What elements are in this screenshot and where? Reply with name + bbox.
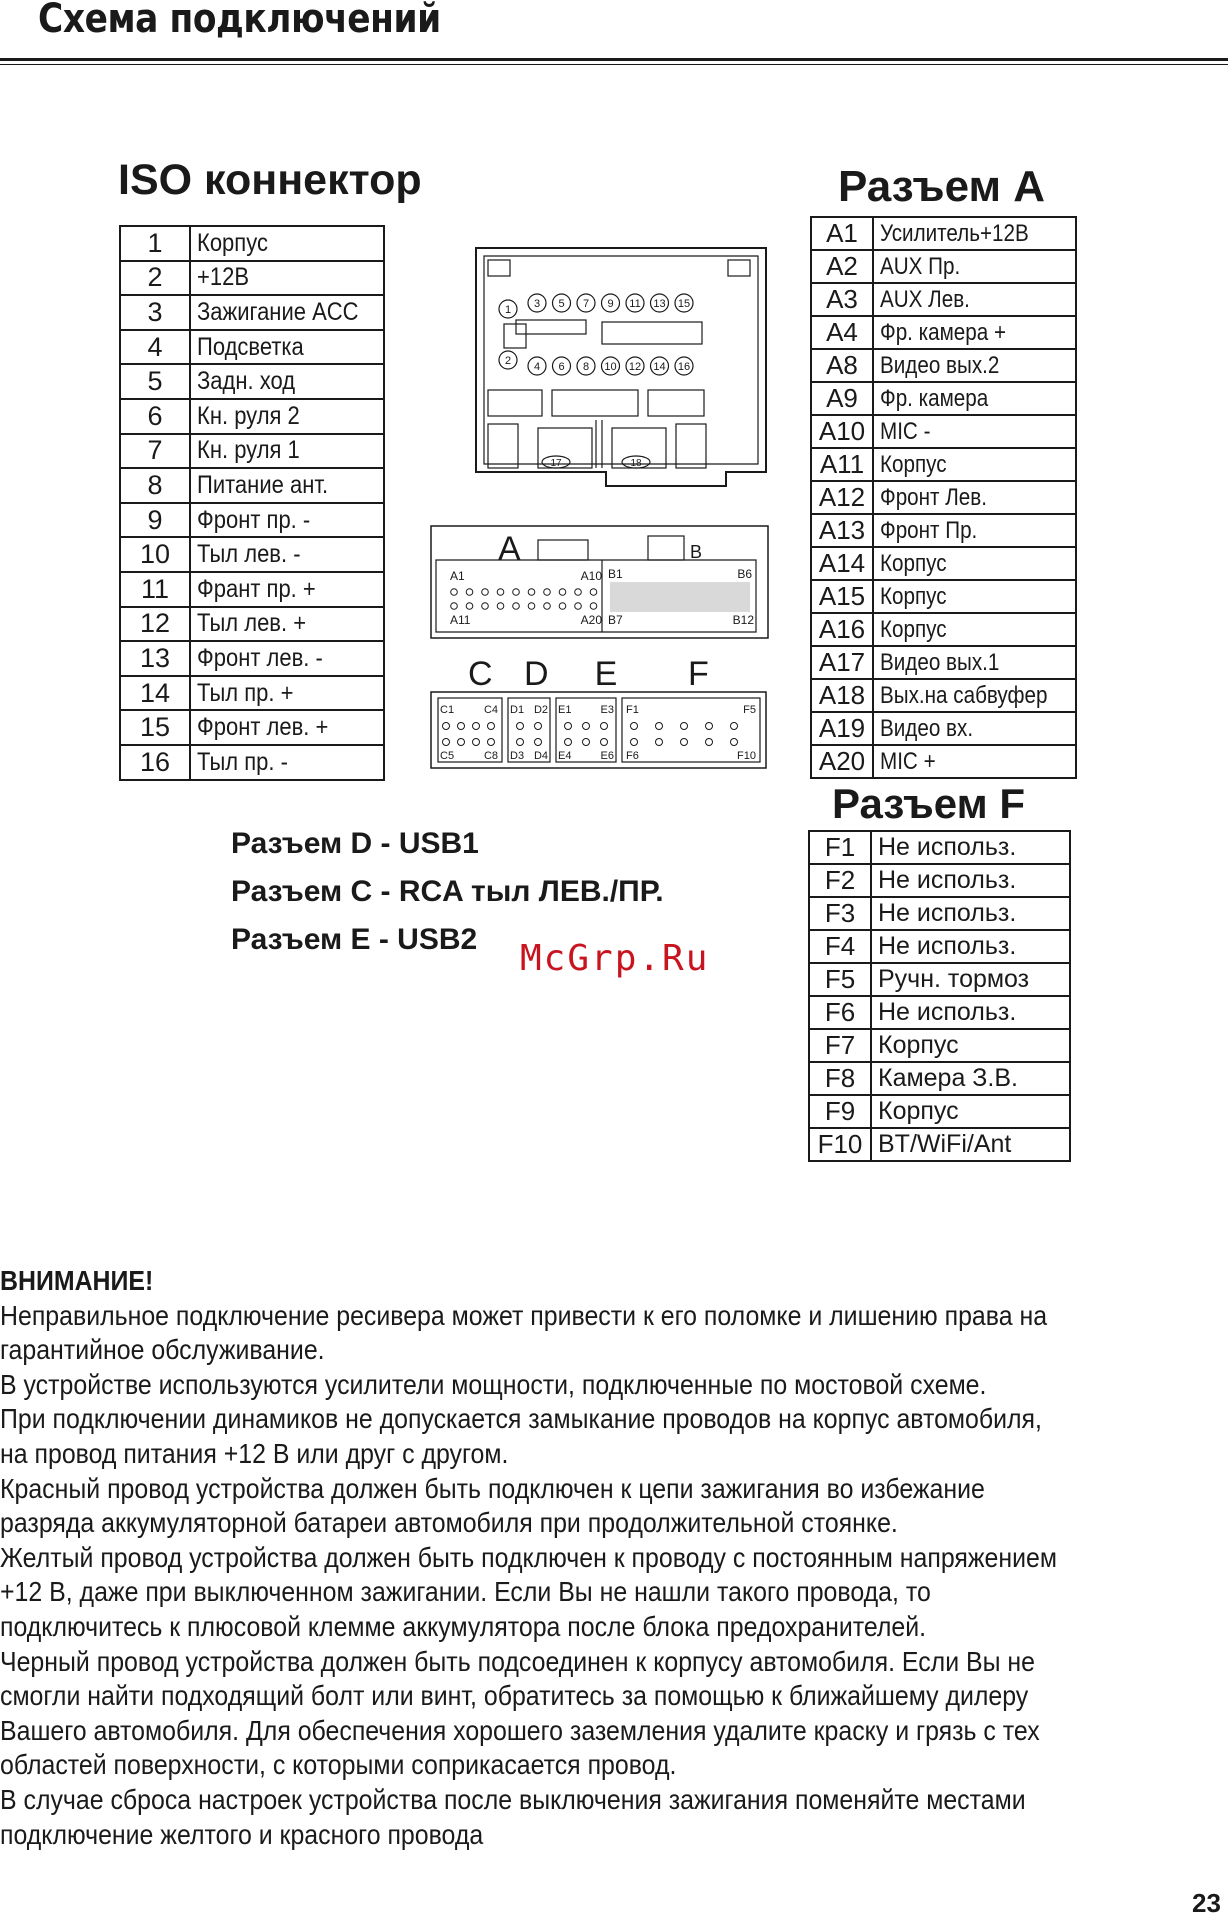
c-pin-dot	[458, 723, 465, 730]
iso-pin-label: Питание ант.	[197, 470, 329, 499]
pin-c8-label: C8	[483, 750, 498, 762]
connector-f-row	[809, 1029, 1070, 1062]
a-pin-dot	[466, 589, 473, 596]
d-pin-dot	[535, 723, 542, 730]
pin-f6-label: F6	[626, 750, 639, 762]
iso-row	[120, 503, 384, 538]
c-pin-dot	[443, 739, 450, 746]
iso-pin-number: 3	[120, 295, 190, 330]
connector-f-row	[809, 864, 1070, 897]
warning-notes	[0, 1264, 1228, 1852]
pin-e4-label: E4	[558, 750, 572, 762]
iso-row	[120, 468, 384, 503]
connector-a-pin-number: A9	[811, 382, 873, 415]
f-pin-dot	[731, 739, 738, 746]
warning-line: В устройстве используются усилители мощности, подключенные по мостовой схеме.	[0, 1368, 987, 1400]
iso-row	[120, 641, 384, 676]
pin-c5-label: C5	[440, 750, 455, 762]
iso-pin-label: Корпус	[197, 228, 268, 257]
pin-c1-label: C1	[440, 704, 455, 716]
connector-a-pin-number: A12	[811, 481, 873, 514]
warning-line: Черный провод устройства должен быть подсоединен к корпусу автомобиля. Если Вы не	[0, 1645, 1036, 1677]
iso-pin-number: 3	[533, 298, 541, 310]
warning-text	[0, 1299, 1228, 1853]
iso-row	[120, 364, 384, 399]
connector-a-pin-number: A8	[811, 349, 873, 382]
iso-pin-number: 14	[120, 676, 190, 711]
connector-a-row	[811, 250, 1076, 283]
iso-pin-label: Кн. руля 2	[197, 401, 300, 430]
pin-a1-label: A1	[450, 569, 465, 583]
warning-line: разряда аккумуляторной батареи автомобиля при продолжительной стоянке.	[0, 1507, 898, 1539]
connector-f-pin-number: F5	[809, 963, 871, 996]
connector-a-row	[811, 514, 1076, 547]
connector-a-pin-number: A13	[811, 514, 873, 547]
iso-pin-number: 16	[677, 361, 691, 373]
iso-extra-pin-number: 18	[630, 458, 642, 469]
connector-a-row	[811, 382, 1076, 415]
connector-a-pin-label: Корпус	[880, 549, 947, 577]
title-rule-thin	[0, 64, 1228, 65]
iso-pin-number: 2	[504, 355, 512, 367]
e-pin-dot	[583, 739, 590, 746]
iso-pin-label: Тыл пр. +	[197, 678, 294, 707]
iso-pin-label: Тыл лев. -	[197, 540, 301, 569]
iso-pin-table	[119, 225, 385, 781]
connector-f-pin-label: Не использ.	[878, 932, 1017, 960]
f-pin-dot	[706, 723, 713, 730]
connector-f-heading: Разъем F	[832, 780, 1025, 827]
connector-a-pin-number: A19	[811, 712, 873, 745]
warning-line: Неправильное подключение ресивера может привести к его поломке и лишению права на	[0, 1299, 1048, 1331]
connector-f-pin-number: F4	[809, 930, 871, 963]
pin-e3-label: E3	[600, 704, 614, 716]
pin-b1-label: B1	[608, 567, 623, 581]
a-pin-dot	[451, 589, 458, 596]
iso-pin-number: 16	[120, 745, 190, 780]
page-title: Схема подключений	[38, 0, 441, 42]
iso-pin-label: Фронт лев. -	[197, 643, 323, 672]
pin-d1-label: D1	[510, 704, 525, 716]
iso-pin-number: 1	[120, 226, 190, 261]
connector-a-pin-number: A17	[811, 646, 873, 679]
e-pin-dot	[565, 739, 572, 746]
connector-a-row	[811, 316, 1076, 349]
iso-connector-drawing	[476, 248, 766, 486]
connector-a-row	[811, 448, 1076, 481]
iso-row	[120, 745, 384, 780]
page-number: 23	[1192, 1888, 1221, 1918]
iso-pin-number: 12	[120, 607, 190, 642]
warning-line: +12 В, даже при выключенном зажигании. Если Вы не нашли такого провода, то	[0, 1576, 931, 1608]
connector-f-row	[809, 996, 1070, 1029]
warning-line: В случае сброса настроек устройства после выключения зажигания поменяйте местами	[0, 1783, 1026, 1815]
a-pin-dot	[497, 603, 504, 610]
iso-row	[120, 676, 384, 711]
pin-b6-label: B6	[737, 567, 752, 581]
warning-line: областей поверхности, с которыми соприкасается провод.	[0, 1749, 677, 1781]
f-pin-dot	[656, 739, 663, 746]
pin-a11-label: A11	[450, 613, 471, 627]
iso-extra-pin-number: 17	[550, 458, 562, 469]
warning-line: Вашего автомобиля. Для обеспечения хорошего заземления удалите краску и грязь с тех	[0, 1714, 1040, 1746]
iso-pin-label: Фронт пр. -	[197, 505, 311, 534]
iso-pin-number: 4	[120, 330, 190, 365]
connector-a-pin-label: Видео вых.2	[880, 351, 1000, 379]
connector-f-pin-label: Не использ.	[878, 899, 1017, 927]
warning-line: Красный провод устройства должен быть подключен к цепи зажигания во избежание	[0, 1472, 985, 1504]
connector-a-pin-label: MIC +	[880, 747, 936, 775]
connector-a-pin-label: Видео вх.	[880, 714, 974, 742]
connector-a-pin-number: A11	[811, 448, 873, 481]
connector-f-row	[809, 930, 1070, 963]
iso-pin-number: 7	[582, 298, 590, 310]
iso-heading: ISO коннектор	[118, 156, 422, 204]
iso-pin-number: 5	[120, 364, 190, 399]
pin-d2-label: D2	[533, 704, 548, 716]
connector-a-pin-label: Фронт Лев.	[880, 483, 987, 511]
connector-f-pin-number: F8	[809, 1062, 871, 1095]
ab-pin-dots	[451, 589, 597, 610]
iso-row	[120, 537, 384, 572]
connector-f-row	[809, 1128, 1070, 1161]
connector-f-row	[809, 1095, 1070, 1128]
connector-f-pin-number: F2	[809, 864, 871, 897]
pin-e1-label: E1	[558, 704, 572, 716]
iso-pin-label: Фронт лев. +	[197, 713, 329, 742]
connector-f-pin-number: F3	[809, 897, 871, 930]
a-pin-dot	[528, 603, 535, 610]
title-rule	[0, 58, 1228, 61]
connector-a-pin-label: MIC -	[880, 417, 931, 445]
connector-c-note: Разъем C - RCA тыл ЛЕВ./ПР.	[231, 875, 664, 908]
iso-pin-number: 6	[120, 399, 190, 434]
iso-pin-label: Тыл пр. -	[197, 747, 288, 776]
f-pin-dot	[631, 739, 638, 746]
d-pin-dot	[517, 723, 524, 730]
e-pin-dot	[565, 723, 572, 730]
connector-a-row	[811, 547, 1076, 580]
a-pin-dot	[466, 603, 473, 610]
iso-pin-number: 15	[677, 298, 691, 310]
f-pin-dot	[656, 723, 663, 730]
c-pin-dot	[488, 739, 495, 746]
pin-d4-label: D4	[533, 750, 548, 762]
iso-pin-label: Кн. руля 1	[197, 436, 300, 465]
connector-a-row	[811, 481, 1076, 514]
iso-pin-number: 11	[120, 572, 190, 607]
iso-row	[120, 710, 384, 745]
block-b-letter: B	[690, 542, 703, 562]
d-pin-dot	[517, 739, 524, 746]
pin-d3-label: D3	[510, 750, 525, 762]
a-pin-dot	[559, 603, 566, 610]
block-c-letter: C	[468, 655, 493, 693]
iso-pin-number: 11	[629, 298, 641, 310]
iso-row	[120, 295, 384, 330]
iso-row	[120, 330, 384, 365]
a-pin-dot	[482, 589, 489, 596]
iso-pin-number: 2	[120, 261, 190, 296]
c-pin-dot	[473, 723, 480, 730]
connector-f-pin-number: F1	[809, 831, 871, 864]
iso-pin-label: Тыл лев. +	[197, 609, 307, 638]
pin-a10-label: A10	[580, 569, 602, 583]
block-e-letter: E	[594, 655, 618, 693]
connector-f-pin-label: Корпус	[878, 1031, 959, 1059]
a-pin-dot	[513, 603, 520, 610]
connector-a-pin-label: AUX Пр.	[880, 252, 961, 280]
iso-row	[120, 572, 384, 607]
connector-f-pin-label: Не использ.	[878, 833, 1017, 861]
a-pin-dot	[575, 603, 582, 610]
iso-pin-number: 6	[558, 361, 565, 373]
connector-f-pin-table	[808, 830, 1071, 1162]
connector-a-pin-number: A1	[811, 217, 873, 250]
iso-pin-label: Подсветка	[197, 332, 304, 361]
connector-a-pin-number: A4	[811, 316, 873, 349]
iso-pin-number: 9	[607, 298, 614, 310]
connector-a-heading: Разъем A	[838, 162, 1046, 211]
connector-f-row	[809, 1062, 1070, 1095]
connector-e-note: Разъем E - USB2	[231, 923, 478, 956]
connector-a-pin-label: Корпус	[880, 582, 947, 610]
iso-pin-number: 10	[120, 537, 190, 572]
a-pin-dot	[482, 603, 489, 610]
connector-f-row	[809, 963, 1070, 996]
pin-e6-label: E6	[600, 750, 614, 762]
iso-pin-number: 8	[582, 361, 590, 373]
pin-f10-label: F10	[737, 750, 756, 762]
c-pin-dot	[443, 723, 450, 730]
connector-f-pin-label: Корпус	[878, 1097, 959, 1125]
iso-pin-label: +12В	[197, 263, 250, 292]
e-pin-dot	[583, 723, 590, 730]
connector-f-pin-label: Не использ.	[878, 998, 1017, 1026]
connector-a-pin-label: AUX Лев.	[880, 285, 970, 313]
connector-a-row	[811, 415, 1076, 448]
iso-pin-label: Зажигание ACC	[197, 297, 359, 326]
warning-line: подключение желтого и красного провода	[0, 1818, 484, 1850]
a-pin-dot	[590, 589, 597, 596]
a-pin-dot	[575, 589, 582, 596]
connector-a-pin-number: A18	[811, 679, 873, 712]
pin-f1-label: F1	[626, 704, 639, 716]
connector-f-pin-label: Ручн. тормоз	[878, 965, 1030, 993]
connector-a-row	[811, 712, 1076, 745]
connector-a-pin-label: Корпус	[880, 615, 947, 643]
c-pin-dot	[458, 739, 465, 746]
connector-f-pin-label: BT/WiFi/Ant	[878, 1130, 1012, 1158]
iso-pin-number: 8	[120, 468, 190, 503]
f-pin-dot	[731, 723, 738, 730]
connector-f-pin-number: F9	[809, 1095, 871, 1128]
iso-row	[120, 226, 384, 261]
d-pin-dot	[535, 739, 542, 746]
f-pin-dot	[681, 739, 688, 746]
iso-pin-number: 1	[504, 304, 512, 316]
pin-b12-label: B12	[732, 613, 754, 627]
watermark: McGrp.Ru	[520, 938, 710, 979]
a-pin-dot	[513, 589, 520, 596]
iso-pin-number: 13	[120, 641, 190, 676]
a-pin-dot	[497, 589, 504, 596]
iso-pin-number: 9	[120, 503, 190, 538]
warning-heading: ВНИМАНИЕ!	[0, 1265, 154, 1296]
connector-a-pin-label: Вых.на сабвуфер	[880, 681, 1048, 709]
a-pin-dot	[544, 603, 551, 610]
block-d-letter: D	[524, 655, 549, 693]
connector-a-pin-label: Усилитель+12В	[880, 219, 1029, 247]
connector-a-pin-number: A10	[811, 415, 873, 448]
connector-a-row	[811, 646, 1076, 679]
a-pin-dot	[544, 589, 551, 596]
warning-line: При подключении динамиков не допускается замыкание проводов на корпус автомобиля,	[0, 1403, 1042, 1435]
iso-pin-number: 10	[604, 361, 617, 373]
connector-f-row	[809, 897, 1070, 930]
connector-a-row	[811, 283, 1076, 316]
block-a-letter: A	[498, 530, 521, 568]
connector-a-pin-number: A15	[811, 580, 873, 613]
iso-pin-number: 15	[120, 710, 190, 745]
connector-a-pin-number: A3	[811, 283, 873, 316]
iso-pin-label: Задн. ход	[197, 367, 296, 396]
connector-f-row	[809, 831, 1070, 864]
c-pin-dot	[488, 723, 495, 730]
iso-row	[120, 434, 384, 469]
connector-f-pin-label: Не использ.	[878, 866, 1017, 894]
connector-diagram	[426, 240, 778, 780]
cdef-pin-dots	[443, 723, 738, 746]
connector-f-pin-label: Камера З.В.	[878, 1064, 1018, 1092]
block-f-letter: F	[688, 655, 709, 693]
connector-a-pin-label: Видео вых.1	[880, 648, 1000, 676]
connector-f-pin-number: F6	[809, 996, 871, 1029]
pin-c4-label: C4	[483, 704, 498, 716]
connector-f-pin-number: F7	[809, 1029, 871, 1062]
connector-a-pin-number: A2	[811, 250, 873, 283]
connector-a-row	[811, 349, 1076, 382]
a-pin-dot	[528, 589, 535, 596]
connector-f-pin-number: F10	[809, 1128, 871, 1161]
pin-b7-label: B7	[608, 613, 623, 627]
a-pin-dot	[559, 589, 566, 596]
iso-pin-number: 12	[628, 361, 642, 373]
connector-a-pin-number: A14	[811, 547, 873, 580]
connector-a-row	[811, 679, 1076, 712]
connector-a-row	[811, 217, 1076, 250]
iso-pin-number: 13	[653, 298, 666, 310]
connector-a-pin-table	[810, 216, 1077, 779]
connector-a-pin-number: A16	[811, 613, 873, 646]
e-pin-dot	[601, 723, 608, 730]
connector-a-pin-label: Фр. камера +	[880, 318, 1007, 346]
warning-line: смогли найти подходящий болт или винт, обратитесь за помощью к ближайшему дилеру	[0, 1680, 1029, 1712]
connector-d-note: Разъем D - USB1	[231, 827, 479, 860]
f-pin-dot	[631, 723, 638, 730]
warning-line: подключитесь к плюсовой клемме аккумулятора после блока предохранителей.	[0, 1610, 927, 1642]
iso-row	[120, 399, 384, 434]
iso-pin-number: 4	[533, 361, 541, 373]
cdef-connector-drawing	[431, 692, 766, 768]
iso-pin-number: 14	[653, 361, 666, 373]
connector-a-pin-label: Фронт Пр.	[880, 516, 978, 544]
warning-line: Желтый провод устройства должен быть подключен к проводу с постоянным напряжением	[0, 1541, 1057, 1573]
warning-line: на провод питания +12 В или друг с другом.	[0, 1437, 509, 1469]
connector-a-pin-label: Корпус	[880, 450, 947, 478]
connector-a-pin-number: A20	[811, 745, 873, 778]
warning-line: гарантийное обслуживание.	[0, 1334, 325, 1366]
pin-f5-label: F5	[743, 704, 756, 716]
a-pin-dot	[451, 603, 458, 610]
iso-pin-number: 5	[558, 298, 565, 310]
f-pin-dot	[681, 723, 688, 730]
connector-a-row	[811, 580, 1076, 613]
a-pin-dot	[590, 603, 597, 610]
pin-a20-label: A20	[580, 613, 602, 627]
connector-a-row	[811, 613, 1076, 646]
connector-a-row	[811, 745, 1076, 778]
connector-a-pin-label: Фр. камера	[880, 384, 989, 412]
iso-row	[120, 607, 384, 642]
c-pin-dot	[473, 739, 480, 746]
e-pin-dot	[601, 739, 608, 746]
f-pin-dot	[706, 739, 713, 746]
iso-pin-label: Франт пр. +	[197, 574, 316, 603]
iso-row	[120, 261, 384, 296]
iso-pin-number: 7	[120, 434, 190, 469]
